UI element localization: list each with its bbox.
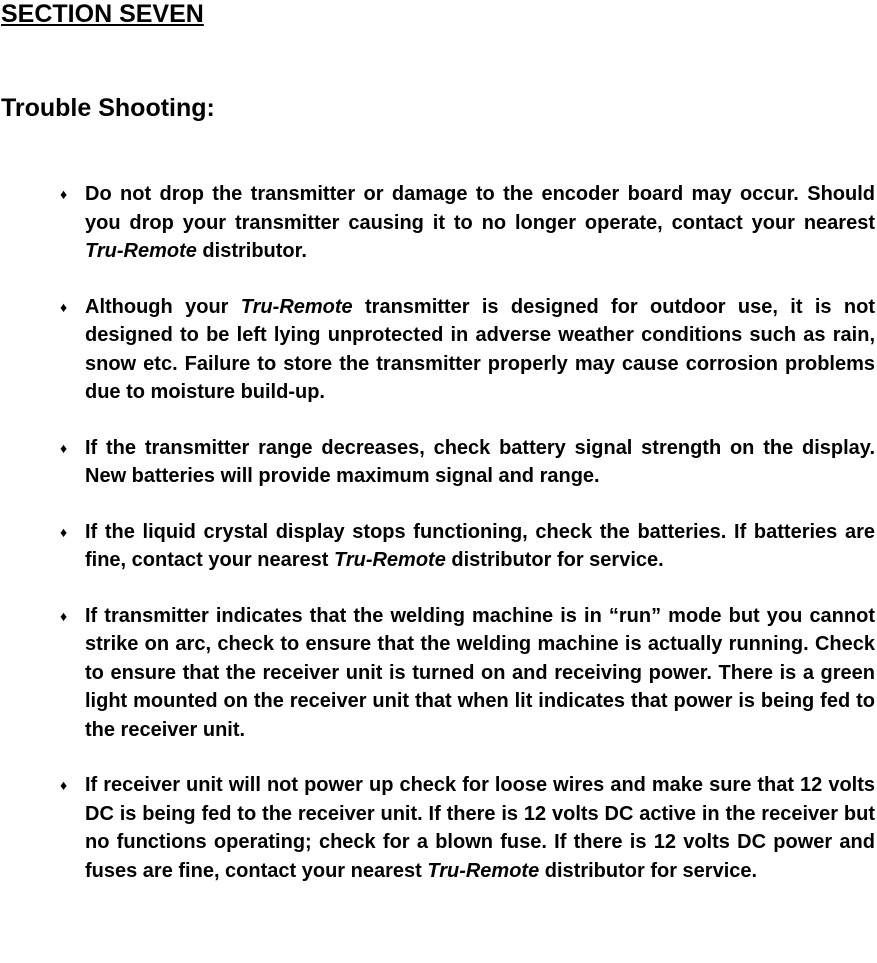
- item-text: If the liquid crystal display stops functioning, check the batteries. If batteries are fine, contact your nearest: [85, 520, 875, 571]
- diamond-bullet-icon: ♦: [60, 777, 68, 793]
- brand-name: Tru-Remote: [240, 295, 353, 318]
- diamond-bullet-icon: ♦: [60, 523, 68, 540]
- item-text: distributor.: [196, 240, 307, 262]
- item-text: distributor for service.: [539, 859, 758, 882]
- troubleshooting-list: [0, 180, 877, 912]
- list-item: [0, 602, 877, 745]
- item-text: If the transmitter range decreases, check battery signal strength on the display. New batteries will provide maximum signal and range.: [85, 436, 875, 487]
- list-item: [0, 434, 877, 491]
- diamond-bullet-icon: ♦: [60, 607, 68, 624]
- item-text: Do not drop the transmitter or damage to the encoder board may occur. Should you drop your transmitter causing it to no longer operate, contact your nearest: [85, 183, 875, 234]
- diamond-bullet-icon: ♦: [60, 439, 68, 456]
- brand-name: Tru-Remote: [85, 240, 197, 262]
- item-text: If transmitter indicates that the welding machine is in “run” mode but you cannot strike on arc, check to ensure that the welding machine is actually running. Check to ensure that the receiver unit is turned on and receiving power. There is a green light mounted on the receiver unit that when lit indicates that power is being fed to the receiver unit.: [85, 604, 875, 741]
- diamond-bullet-icon: ♦: [60, 186, 68, 202]
- item-text: distributor for service.: [445, 549, 664, 571]
- item-text: transmitter is designed for outdoor use, it is not designed to be left lying unprotected in adverse weather conditions such as rain, snow etc. Failure to store the transmitter properly may cause corrosion problems due to moisture build-up.: [85, 295, 875, 403]
- item-text: If receiver unit will not power up check for loose wires and make sure that 12 volts DC is being fed to the receiver unit. If there is 12 volts DC active in the receiver but no functions operating; check for a blown fuse. If there is 12 volts DC power and fuses are fine, contact your nearest: [85, 774, 875, 882]
- section-heading: SECTION SEVEN: [1, 0, 204, 28]
- page-subtitle: Trouble Shooting:: [1, 94, 215, 122]
- list-item: [0, 771, 877, 885]
- diamond-bullet-icon: ♦: [60, 298, 68, 315]
- list-item: [0, 180, 877, 266]
- item-text: Although your: [85, 295, 241, 318]
- brand-name: Tru-Remote: [333, 549, 446, 571]
- brand-name: Tru-Remote: [427, 859, 540, 882]
- list-item: [0, 518, 877, 575]
- list-item: [0, 293, 877, 407]
